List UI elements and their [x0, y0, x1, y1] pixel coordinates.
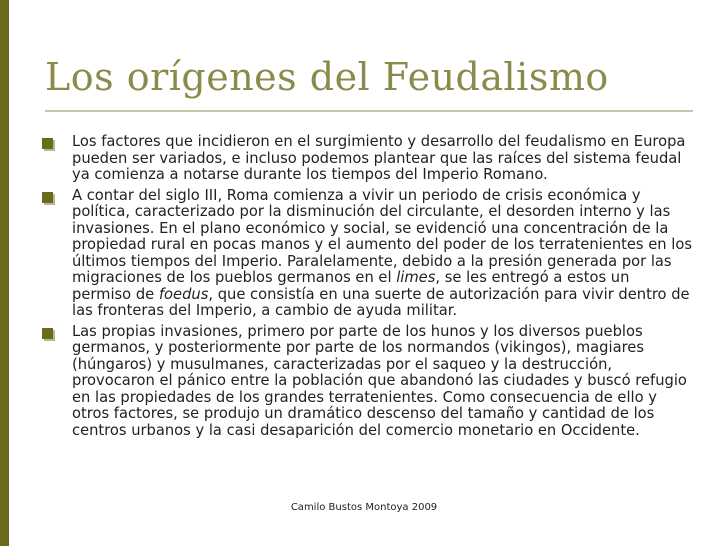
slide-footer: Camilo Bustos Montoya 2009 — [290, 502, 438, 513]
bullet-text: Los factores que incidieron en el surgimiento y desarrollo del feudalismo en Europa pueden ser variados, e incluso podemos plantear que las raíces del sistema feudal ya comienza a notarse durante los tiempos del Imperio Romano. — [72, 133, 686, 183]
slide-title: Los orígenes del Feudalismo — [45, 55, 609, 99]
square-bullet-icon — [42, 192, 53, 203]
title-divider — [45, 110, 693, 112]
bullet-item — [42, 188, 692, 320]
bullet-text-segment: , que consistía en una suerte de autorización para vivir dentro de las fronteras del Imperio, a cambio de ayuda militar. — [72, 285, 690, 319]
bullet-item — [42, 134, 692, 184]
bullet-item — [42, 324, 692, 440]
italic-term-limes: limes — [396, 269, 436, 286]
side-accent-band — [0, 0, 9, 546]
square-bullet-icon — [42, 138, 53, 149]
bullet-text: Las propias invasiones, primero por parte de los hunos y los diversos pueblos germanos, y posteriormente por parte de los normandos (vikingos), magiares (húngaros) y musulmanes, caracterizadas por el saqueo y la destrucción, provocaron el pánico entre la población que abandonó las ciudades y buscó refugio en las propiedades de los grandes terratenientes. Como consecuencia de ello y otros factores, se produjo un dramático descenso del tamaño y cantidad de los centros urbanos y la casi desaparición del comercio monetario en Occidente. — [72, 322, 687, 439]
bullet-text — [72, 188, 692, 320]
bullet-text-segment: , se les entregó a estos un permiso de — [72, 269, 630, 303]
square-bullet-icon — [42, 328, 53, 339]
bullet-text-segment: A contar del siglo III, Roma comienza a vivir un periodo de crisis económica y política, caracterizado por la disminución del circulante, el desorden interno y las invasiones. En el plano económico y social, se evidenció una concentración de la propiedad rural en pocas manos y el aumento del poder de los terratenientes en los últimos tiempos del Imperio. Paralelamente, debido a la presión generada por las migraciones de los pueblos germanos en el — [72, 186, 692, 286]
bullet-list — [42, 134, 692, 443]
italic-term-foedus: foedus — [158, 285, 209, 303]
